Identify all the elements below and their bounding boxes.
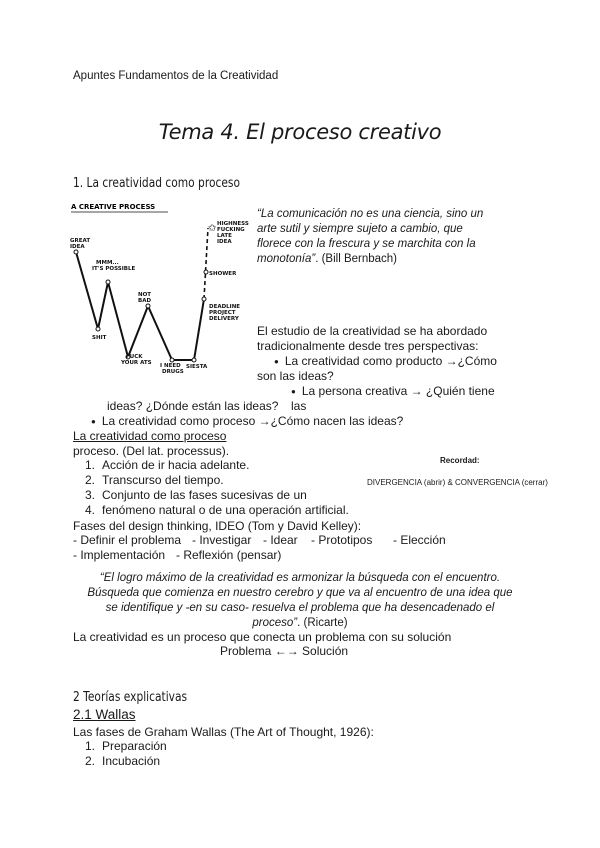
- sketch-label-late-idea: HIGHNESS FUCKING LATE IDEA: [217, 221, 249, 245]
- list-item: 1. Acción de ir hacia adelante.: [84, 458, 250, 472]
- list-item: 4. fenómeno natural o de una operación artificial.: [84, 503, 349, 517]
- sketch-label-shit: SHIT: [92, 335, 107, 341]
- sketch-point: [146, 304, 150, 308]
- sketch-point: [170, 358, 174, 362]
- phase-item: - Elección: [393, 533, 446, 547]
- star-icon: ✩: [208, 223, 217, 234]
- sketch-label-not-bad: NOT BAD: [138, 292, 152, 304]
- perspective-text: La creatividad como producto →¿Cómo: [284, 354, 497, 368]
- phase-item: - Definir el problema: [73, 533, 182, 547]
- ricarte-quote: [85, 571, 515, 631]
- list-item-text: Incubación: [102, 754, 161, 768]
- section-2-heading: 2 Teorías explicativas: [73, 690, 188, 705]
- list-item: 2. Transcurso del tiempo.: [84, 473, 224, 487]
- ricarte-quote-text: “El logro máximo de la creatividad es armonizar la búsqueda con el encuentro. Búsqueda que comienza en nuestro cerebro y que va al encuentro de una idea que se identifique y -en su caso- resuelva el problema que ha desencadenado el proceso”: [87, 572, 513, 629]
- list-item-text: Preparación: [102, 739, 167, 753]
- list-item-text: fenómeno natural o de una operación artificial.: [102, 503, 349, 517]
- sketch-point: [202, 297, 206, 301]
- page-title: Tema 4. El proceso creativo: [158, 120, 442, 144]
- list-item-text: Transcurso del tiempo.: [102, 473, 224, 487]
- sketch-label-need-drugs: I NEED DRUGS: [160, 363, 184, 375]
- phase-item: - Investigar: [192, 533, 252, 547]
- list-item: 2. Incubación: [84, 754, 161, 768]
- sketch-point: [96, 327, 100, 331]
- definitions-list: [73, 458, 349, 518]
- sketch-point: [204, 270, 208, 274]
- divergencia-convergencia: DIVERGENCIA (abrir) & CONVERGENCIA (cerrar): [367, 478, 548, 487]
- section-1-heading: 1. La creatividad como proceso: [73, 176, 240, 191]
- sketch-label-great-idea: GREAT IDEA: [70, 238, 91, 250]
- sketch-label-fuck-ats: FUCK YOUR ATS: [121, 354, 152, 366]
- sketch-title: A CREATIVE PROCESS: [71, 203, 156, 211]
- phase-item: - Prototipos: [311, 533, 373, 547]
- quote-text: “La comunicación no es una ciencia, sino un arte sutil y siempre sujeto a cambio, que florece con la frescura y se marchita con la monotonía”: [257, 208, 484, 265]
- phase-item: - Implementación: [73, 548, 166, 562]
- process-subheading-text: La creatividad como proceso: [73, 429, 227, 443]
- perspective-item: ● La creatividad como producto →¿Cómo: [274, 354, 497, 368]
- wallas-intro: Las fases de Graham Wallas (The Art of Thought, 1926):: [73, 725, 374, 739]
- etymology: proceso. (Del lat. processus).: [73, 444, 230, 458]
- perspective-text: La persona creativa → ¿Quién tiene las: [291, 384, 495, 413]
- creative-process-sketch: [68, 198, 250, 376]
- perspective-item-cont: son las ideas?: [257, 369, 334, 383]
- wallas-phases-list: [73, 739, 167, 769]
- process-subheading: [73, 429, 226, 444]
- recordar-label: Recordad:: [440, 456, 480, 465]
- sketch-point: [192, 358, 196, 362]
- phase-item: - Reflexión (pensar): [176, 548, 282, 562]
- perspectives-intro: El estudio de la creatividad se ha abordado tradicionalmente desde tres perspectivas:: [257, 324, 488, 353]
- perspective-text: La creatividad como proceso →¿Cómo nacen las ideas?: [101, 414, 404, 428]
- document-header: Apuntes Fundamentos de la Creatividad: [73, 70, 279, 82]
- sketch-label-shower: SHOWER: [209, 271, 237, 277]
- ricarte-author: . (Ricarte): [297, 617, 348, 629]
- section-2-1-text: 2.1 Wallas: [73, 707, 136, 722]
- sketch-dashed-line: [204, 228, 208, 299]
- sketch-point: [74, 250, 78, 254]
- perspective-item: ● La persona creativa → ¿Quién tiene las: [291, 384, 495, 413]
- list-item: 1. Preparación: [84, 739, 167, 753]
- list-item: 3. Conjunto de las fases sucesivas de un: [84, 488, 307, 502]
- perspectives-block: [257, 324, 507, 414]
- sketch-label-siesta: SIESTA: [186, 364, 208, 370]
- list-item-text: Acción de ir hacia adelante.: [102, 458, 250, 472]
- phase-item: - Idear: [263, 533, 298, 547]
- perspective-item-cont: ideas? ¿Dónde están las ideas?: [107, 399, 279, 413]
- conclusion: La creatividad es un proceso que conecta un problema con su solución: [73, 630, 452, 644]
- perspective-item: ● La creatividad como proceso →¿Cómo nacen las ideas?: [91, 414, 404, 428]
- bernbach-quote: [257, 207, 487, 267]
- sketch-point: [106, 280, 110, 284]
- quote-author: . (Bill Bernbach): [315, 253, 397, 265]
- problema-solucion: Problema ←→ Solución: [220, 644, 349, 658]
- section-2-1-heading: [73, 707, 136, 722]
- sketch-label-deadline: DEADLINE PROJECT DELIVERY: [209, 304, 241, 322]
- design-thinking-intro: Fases del design thinking, IDEO (Tom y David Kelley):: [73, 519, 362, 533]
- sketch-label-possible: MMM... IT'S POSSIBLE: [92, 260, 136, 272]
- list-item-text: Conjunto de las fases sucesivas de un: [102, 488, 307, 502]
